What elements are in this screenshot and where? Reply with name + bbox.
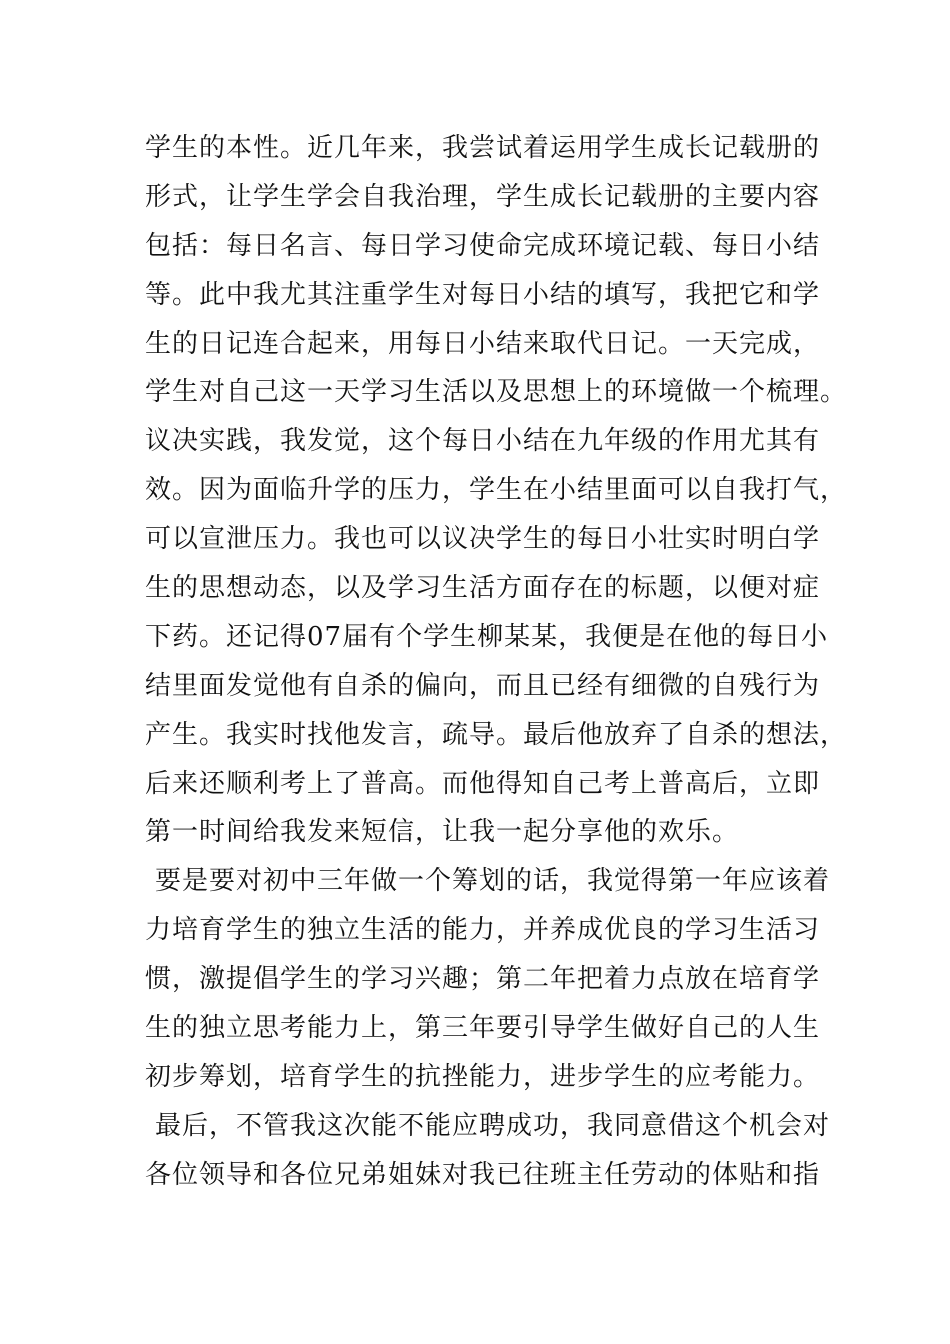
text-line: 产生。我实时找他发言，疏导。最后他放弃了自杀的想法，	[145, 719, 848, 750]
text-line: 等。此中我尤其注重学生对每日小结的填写，我把它和学	[145, 279, 821, 310]
text-line: 生的思想动态，以及学习生活方面存在的标题，以便对症	[145, 573, 821, 604]
text-line: 议决实践，我发觉，这个每日小结在九年级的作用尤其有	[145, 426, 821, 457]
text-line: 生的日记连合起来，用每日小结来取代日记。一天完成，	[145, 328, 821, 359]
text-line: 形式，让学生学会自我治理，学生成长记载册的主要内容	[145, 181, 821, 212]
text-line: 学生对自己这一天学习生活以及思想上的环境做一个梳理。	[145, 377, 848, 408]
text-line: 学生的本性。近几年来，我尝试着运用学生成长记载册的	[145, 133, 821, 163]
text-line: 第一时间给我发来短信，让我一起分享他的欢乐。	[145, 817, 740, 848]
text-line: 力培育学生的独立生活的能力，并养成优良的学习生活习	[145, 915, 821, 946]
body-text	[145, 124, 848, 1200]
text-line: 包括：每日名言、每日学习使命完成环境记载、每日小结	[145, 230, 821, 261]
text-line: 下药。还记得07届有个学生柳某某，我便是在他的每日小	[145, 621, 829, 652]
text-line: 初步筹划，培育学生的抗挫能力，进步学生的应考能力。	[145, 1061, 821, 1092]
text-line: 惯，激提倡学生的学习兴趣；第二年把着力点放在培育学	[145, 964, 821, 995]
text-line: 结里面发觉他有自杀的偏向，而且已经有细微的自残行为	[145, 670, 821, 701]
text-line: 后来还顺利考上了普高。而他得知自己考上普高后，立即	[145, 768, 821, 799]
paragraph-start-line: 最后，不管我这次能不能应聘成功，我同意借这个机会对	[155, 1110, 831, 1141]
text-line: 各位领导和各位兄弟姐妹对我已往班主任劳动的体贴和指	[145, 1159, 821, 1190]
paragraph-start-line: 要是要对初中三年做一个筹划的话，我觉得第一年应该着	[155, 866, 831, 897]
text-line: 可以宣泄压力。我也可以议决学生的每日小壮实时明白学	[145, 524, 821, 555]
text-line: 生的独立思考能力上，第三年要引导学生做好自己的人生	[145, 1013, 821, 1044]
text-line: 效。因为面临升学的压力，学生在小结里面可以自我打气，	[145, 475, 848, 506]
